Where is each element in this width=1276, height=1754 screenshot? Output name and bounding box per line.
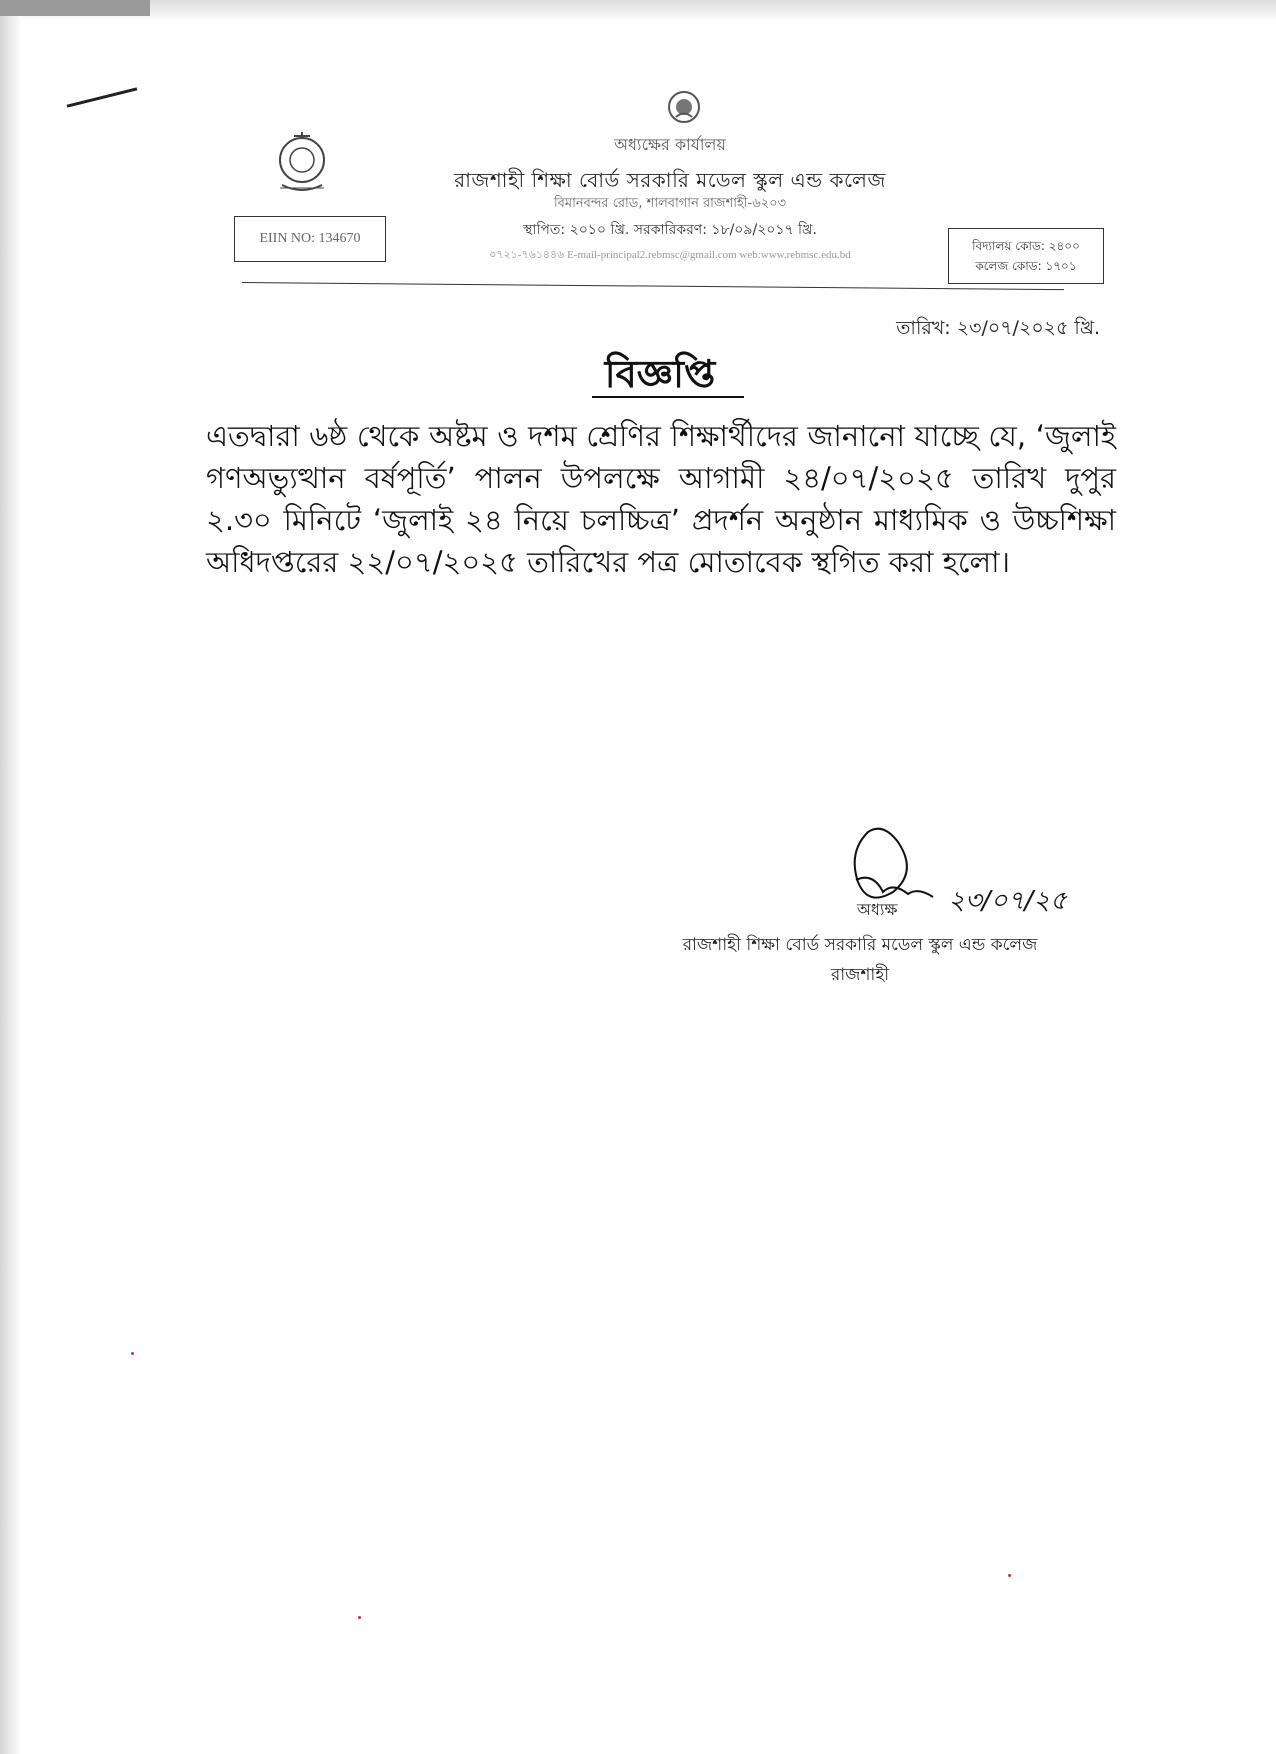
school-code: বিদ্যালয় কোড: ২৪০০ [972, 239, 1080, 253]
signatory-role: অধ্যক্ষ [857, 900, 898, 919]
bangladesh-emblem-icon [667, 90, 701, 124]
institution-address: বিমানবন্দর রোড, শালবাগান রাজশাহী-৬২০৩ [553, 196, 787, 211]
scan-speck [1008, 1574, 1011, 1577]
signatory-city: রাজশাহী [830, 965, 890, 985]
title-underline [592, 396, 744, 398]
scan-shadow [0, 0, 150, 16]
pen-mark [67, 87, 138, 107]
institution-name: রাজশাহী শিক্ষা বোর্ড সরকারি মডেল স্কুল এন্ড কলেজ [454, 168, 886, 192]
scan-speck [131, 1352, 134, 1355]
notice-title: বিজ্ঞপ্তি [604, 352, 716, 396]
notice-body: এতদ্বারা ৬ষ্ঠ থেকে অষ্টম ও দশম শ্রেণির শিক্ষার্থীদের জানানো যাচ্ছে যে, ‘জুলাই গণঅভ্যুত্থান বর্ষপূর্তি’ পালন উপলক্ষে আগামী ২৪/০৭/২০২৫ তারিখ দুপুর ২.৩০ মিনিটে ‘জুলাই ২৪ নিয়ে চলচ্চিত্র’ প্রদর্শন অনুষ্ঠান মাধ্যমিক ও উচ্চশিক্ষা অধিদপ্তরের ২২/০৭/২০২৫ তারিখের পত্র মোতাবেক স্থগিত করা হলো। [206, 419, 1116, 579]
handwritten-date: ২৩/০৭/২৫ [948, 886, 1067, 916]
notice-date: তারিখ: ২৩/০৭/২০২৫ খ্রি. [896, 317, 1100, 339]
established-info: স্থাপিত: ২০১০ খ্রি. সরকারিকরণ: ১৮/০৯/২০১৭ খ্রি. [523, 222, 817, 238]
scan-speck [358, 1616, 361, 1619]
eiin-number: EIIN NO: 134670 [259, 231, 361, 246]
letterhead [230, 90, 1110, 290]
scan-edge-top [0, 0, 1276, 22]
eiin-box [234, 216, 386, 262]
contact-info: ০৭২১-৭৬১৪৪৬ E-mail-principal2.rebmsc@gmail.com web:www.rebmsc.edu.bd [489, 249, 851, 261]
college-code: কলেজ কোড: ১৭০১ [975, 259, 1077, 273]
office-name: অধ্যক্ষের কার্যালয় [614, 135, 726, 154]
code-box [948, 228, 1104, 284]
scan-edge-left [0, 0, 22, 1754]
signatory-organization: রাজশাহী শিক্ষা বোর্ড সরকারি মডেল স্কুল এন্ড কলেজ [682, 935, 1038, 955]
